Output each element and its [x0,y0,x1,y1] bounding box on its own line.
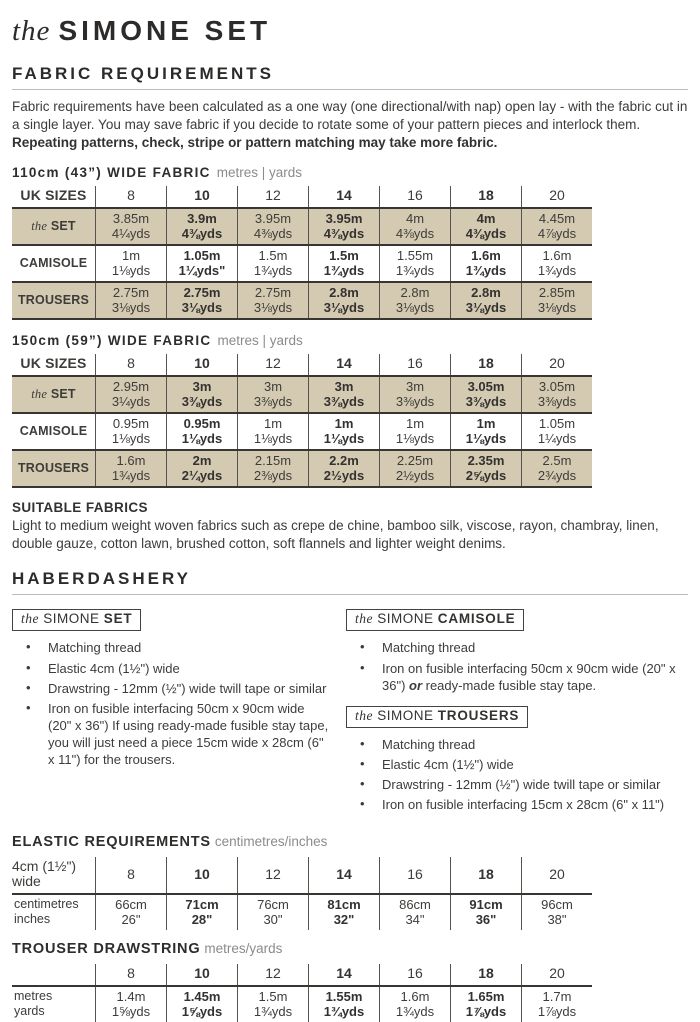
row-label [12,245,96,282]
size-header: 14 [309,857,380,894]
row-label-line: yards [14,1004,45,1019]
metres-value: 4m [405,211,425,227]
fabric-cell [309,413,380,450]
metres-value: 1m [476,416,496,432]
elastic-title: ELASTIC REQUIREMENTS [12,834,211,851]
value-line-2: 26" [121,912,141,928]
size-header: 16 [380,354,451,376]
pattern-name-box: the SIMONE TROUSERS [346,706,528,728]
yards-value: 3⅛yds [395,300,435,316]
metres-value: 3.9m [187,211,217,227]
yards-value: 1⅛yds [111,263,151,279]
size-header: 10 [167,857,238,894]
fabric-cell [380,413,451,450]
row-label-text: TROUSERS [17,292,90,307]
fabric-cell [167,376,238,413]
value-line-1: 71cm [185,897,219,913]
yards-value: 1⅛yds [323,431,365,447]
metres-value: 3m [334,379,354,395]
fabric-cell [238,208,309,245]
fabric-cell [96,413,167,450]
fabric-row [12,208,592,245]
size-header: 8 [96,857,167,894]
fabric-cell [380,208,451,245]
yards-value: 2¾yds [537,468,577,484]
row-label-line: centimetres [14,897,79,912]
fabric-cell [522,413,593,450]
yards-value: 2½yds [323,468,365,484]
metres-value: 1.6m [116,453,146,469]
metres-value: 3.05m [467,379,505,395]
pattern-name-box: the SIMONE CAMISOLE [346,609,524,631]
yards-value: 1¼yds" [178,263,226,279]
metres-value: 3.95m [254,211,292,227]
metres-value: 3m [263,379,283,395]
yards-value: 4¼yds [111,226,151,242]
yards-value: 2⅝yds [465,468,507,484]
suitable-fabrics-heading: SUITABLE FABRICS [12,500,148,516]
sizes-row [12,964,592,986]
fabric-cell [380,376,451,413]
fabric-cell [522,376,593,413]
sizes-label: UK SIZES [20,187,87,204]
fabric-cell [96,245,167,282]
yards-value: 1⅛yds [111,431,151,447]
yards-value: 3⅛yds [537,300,577,316]
haberdashery-item-segment: or [409,677,423,693]
yards-value: 3⅜yds [537,394,577,410]
fabric-cell [309,208,380,245]
fabric-cell [309,282,380,319]
metres-value: 1.6m [471,248,501,264]
fabric-cell [96,376,167,413]
size-header: 8 [96,964,167,986]
yards-value: 1¾yds [537,263,577,279]
haberdashery-item: • Matching thread [48,639,330,656]
yards-value: 1⅛yds [181,431,223,447]
haberdashery-list [346,639,688,693]
metres-value: 3.95m [325,211,363,227]
metres-value: 2.35m [467,453,505,469]
fabric-cell [380,245,451,282]
row-label-text: SET [50,386,76,401]
size-header: 14 [309,964,380,986]
haberdashery-item: • Elastic 4cm (1½") wide [382,756,688,773]
haberdashery-item: • Iron on fusible interfacing 15cm x 28cm (6" x 11") [382,796,688,813]
yards-value: 2⅜yds [253,468,293,484]
haberdashery-right-column [346,607,688,823]
fabric-cell [238,245,309,282]
metres-value: 3.85m [112,211,150,227]
size-header: 18 [451,354,522,376]
haberdashery-item: • Drawstring - 12mm (½") wide twill tape or similar [382,776,688,793]
metres-value: 3m [405,379,425,395]
fabric-cell [451,413,522,450]
fabric-intro [12,98,688,152]
size-header: 14 [309,354,380,376]
metres-value: 2.8m [329,285,359,301]
size-header: 16 [380,964,451,986]
fabric-table-title-text: 150cm (59”) WIDE FABRIC [12,333,212,349]
size-header: 12 [238,857,309,894]
value-line-2: 1¾yds [395,1004,435,1020]
yards-value: 4⅜yds [323,226,365,242]
sizes-row [12,354,592,376]
size-header: 16 [380,857,451,894]
fabric-table-title [12,165,688,180]
metres-value: 2.95m [112,379,150,395]
value-line-1: 1.4m [116,989,146,1005]
fabric-cell [309,245,380,282]
row-label-prefix: the [31,386,48,401]
fabric-cell [167,245,238,282]
yards-value: 3⅜yds [323,394,365,410]
divider [12,89,688,90]
row-label [12,986,96,1022]
haberdashery-item: • Drawstring - 12mm (½") wide twill tape or similar [48,680,330,697]
value-line-2: 1⅞yds [465,1004,507,1020]
suitable-fabrics-text: Light to medium weight woven fabrics such as crepe de chine, bamboo silk, viscose, rayon, chambray, linen, double gauze, cotton lawn, brushed cotton, soft flannels and lighter weight denims. [12,518,659,552]
value-line-2: 1¾yds [253,1004,293,1020]
fabric-table-units: metres | yards [217,333,303,349]
fabric-row [12,450,592,487]
fabric-cell [522,245,593,282]
size-header: 14 [309,186,380,208]
elastic-label-header: 4cm (1½") wide [12,858,77,890]
fabric-row [12,413,592,450]
sizes-row [12,857,592,894]
yards-value: 3⅛yds [253,300,293,316]
sizes-label: UK SIZES [20,355,87,372]
haberdashery-item-segment: ready-made fusible stay tape. [422,677,597,693]
fabric-cell [238,413,309,450]
page-title [12,14,688,48]
value-line-2: 1¾yds [323,1004,365,1020]
row-label-text: CAMISOLE [19,255,88,270]
row-label-text: CAMISOLE [19,423,88,438]
value-line-1: 66cm [115,897,147,913]
value-line-1: 1.65m [467,989,505,1005]
yards-value: 1⅛yds [465,431,507,447]
metres-value: 1m [263,416,283,432]
metres-value: 2.85m [538,285,576,301]
yards-value: 3⅜yds [465,394,507,410]
yards-value: 3⅜yds [395,394,435,410]
metres-value: 1m [405,416,425,432]
value-line-2: 34" [405,912,425,928]
metres-value: 2.5m [542,453,572,469]
fabric-requirements-heading: FABRIC REQUIREMENTS [12,64,274,83]
fabric-table-units: metres | yards [216,165,302,181]
value-line-1: 96cm [541,897,573,913]
metres-value: 1.55m [396,248,434,264]
haberdashery-list [12,639,330,768]
haberdashery-item: • Matching thread [382,736,688,753]
fabric-cell [96,450,167,487]
fabric-cell [522,208,593,245]
value-line-2: 1⅝yds [181,1004,223,1020]
yards-value: 1¼yds [537,431,577,447]
metres-value: 1.05m [538,416,576,432]
row-label-prefix: the [31,218,48,233]
yards-value: 3⅜yds [253,394,293,410]
value-line-1: 1.45m [183,989,221,1005]
fabric-table-title [12,333,688,348]
drawstring-title: TROUSER DRAWSTRING [12,941,201,958]
row-label [12,282,96,319]
yards-value: 4⅜yds [465,226,507,242]
yards-value: 2½yds [395,468,435,484]
page [12,14,688,1022]
drawstring-table [12,964,592,1022]
fabric-row [12,282,592,319]
fabric-cell [451,376,522,413]
fabric-cell [451,208,522,245]
row-label [12,376,96,413]
fabric-cell [522,450,593,487]
value-line-2: 28" [191,912,213,928]
fabric-cell [451,450,522,487]
size-header: 12 [238,354,309,376]
fabric-cell [309,376,380,413]
row-label-text: SET [50,218,76,233]
value-line-2: 30" [263,912,283,928]
fabric-cell [451,282,522,319]
value-line-2: 32" [333,912,355,928]
box-title-prefix: the [355,611,373,627]
fabric-intro-bold: Repeating patterns, check, stripe or pattern matching may take more fabric. [12,135,498,151]
metres-value: 1m [121,248,141,264]
fabric-row [12,245,592,282]
elastic-heading [12,834,688,850]
drawstring-cell [380,986,451,1022]
metres-value: 2.75m [254,285,292,301]
haberdashery-left-column [12,607,330,823]
drawstring-cell [451,986,522,1022]
size-header: 16 [380,186,451,208]
yards-value: 3¼yds [111,394,151,410]
haberdashery-list [346,736,688,814]
metres-value: 2.15m [254,453,292,469]
metres-value: 2.8m [400,285,430,301]
haberdashery-item [382,660,688,694]
fabric-cell [451,245,522,282]
size-header: 10 [167,186,238,208]
row-label [12,450,96,487]
fabric-cell [167,282,238,319]
box-title-prefix: the [21,611,39,627]
drawstring-cell [238,986,309,1022]
size-header: 20 [522,354,593,376]
box-title-bold: TROUSERS [437,707,520,723]
fabric-table [12,354,592,488]
size-header: 8 [96,354,167,376]
size-header: 12 [238,964,309,986]
fabric-cell [380,450,451,487]
metres-value: 0.95m [183,416,221,432]
drawstring-table-container [12,964,688,1022]
yards-value: 4⅜yds [395,226,435,242]
yards-value: 1¾yds [465,263,507,279]
drawstring-cell [522,986,593,1022]
haberdashery-item-segment: Iron on fusible interfacing 50cm x 90cm wide (20" x 36") [382,660,676,693]
yards-value: 4⅞yds [537,226,577,242]
value-line-2: 1⅝yds [111,1004,151,1020]
haberdashery-columns [12,607,688,823]
metres-value: 1m [334,416,354,432]
page-title-prefix: the [12,15,51,47]
size-header: 20 [522,964,593,986]
row-label-line: inches [14,912,51,927]
value-line-1: 86cm [399,897,431,913]
drawstring-cell [96,986,167,1022]
haberdashery-heading: HABERDASHERY [12,569,191,589]
haberdashery-item: • Iron on fusible interfacing 50cm x 90cm wide (20" x 36") If using ready-made fusible stay tape, you will just need a piece 15cm wide x 28cm (6" x 11") for the trousers. [48,700,330,769]
value-line-2: 36" [475,912,497,928]
yards-value: 1⅛yds [253,431,293,447]
box-title-prefix: the [355,707,373,723]
size-header: 18 [451,186,522,208]
yards-value: 1¾yds [323,263,365,279]
value-line-1: 1.6m [400,989,430,1005]
metres-value: 0.95m [112,416,150,432]
yards-value: 1¾yds [253,263,293,279]
metres-value: 4.45m [538,211,576,227]
row-label [12,208,96,245]
yards-value: 1¾yds [395,263,435,279]
fabric-table [12,186,592,320]
drawstring-cell [309,986,380,1022]
box-title-bold: SET [103,611,133,627]
fabric-cell [167,413,238,450]
drawstring-units: metres/yards [204,941,283,957]
fabric-intro-text: Fabric requirements have been calculated as a one way (one directional/with nap) open lay - with the fabric cut in a single layer. You may save fabric if you decide to rotate some of your pattern pieces and interlock them. [12,99,688,133]
fabric-cell [167,450,238,487]
size-header: 8 [96,186,167,208]
value-line-1: 81cm [327,897,361,913]
row-label-line: metres [14,989,53,1004]
yards-value: 3⅜yds [181,394,223,410]
yards-value: 3⅛yds [181,300,223,316]
yards-value: 4⅜yds [181,226,223,242]
yards-value: 4⅜yds [253,226,293,242]
haberdashery-item: • Matching thread [382,639,688,656]
size-header: 20 [522,857,593,894]
page-title-main: SIMONE SET [58,15,272,46]
fabric-cell [238,282,309,319]
metres-value: 2m [192,453,212,469]
drawstring-label-header [12,964,96,986]
divider [12,594,688,595]
row-label [12,413,96,450]
drawstring-row [12,986,592,1022]
yards-value: 3⅛yds [465,300,507,316]
elastic-table [12,857,592,930]
fabric-table-title-text: 110cm (43”) WIDE FABRIC [12,165,211,181]
size-header: 20 [522,186,593,208]
metres-value: 2.75m [183,285,221,301]
metres-value: 2.2m [329,453,359,469]
yards-value: 2¼yds [181,468,223,484]
row-label-text: TROUSERS [17,460,90,475]
value-line-2: 38" [547,912,567,928]
metres-value: 4m [476,211,496,227]
fabric-cell [380,282,451,319]
yards-value: 1⅛yds [395,431,435,447]
size-header: 12 [238,186,309,208]
elastic-units: centimetres/inches [214,834,328,850]
fabric-row [12,376,592,413]
metres-value: 2.8m [471,285,501,301]
drawstring-heading [12,941,688,957]
yards-value: 1¾yds [111,468,151,484]
metres-value: 1.5m [329,248,359,264]
size-header: 18 [451,964,522,986]
size-header: 18 [451,857,522,894]
fabric-cell [167,208,238,245]
metres-value: 3.05m [538,379,576,395]
drawstring-cell [167,986,238,1022]
value-line-2: 1⅞yds [537,1004,577,1020]
yards-value: 3⅛yds [323,300,365,316]
fabric-cell [522,282,593,319]
haberdashery-item: • Elastic 4cm (1½") wide [48,660,330,677]
metres-value: 1.6m [542,248,572,264]
metres-value: 1.5m [258,248,288,264]
fabric-cell [96,208,167,245]
value-line-1: 1.55m [325,989,363,1005]
sizes-row [12,186,592,208]
fabric-cell [238,376,309,413]
yards-value: 3⅛yds [111,300,151,316]
metres-value: 2.25m [396,453,434,469]
fabric-cell [238,450,309,487]
metres-value: 1.05m [183,248,221,264]
fabric-cell [309,450,380,487]
value-line-1: 91cm [469,897,503,913]
elastic-table-container [12,857,688,930]
value-line-1: 1.5m [258,989,288,1005]
fabric-tables [12,165,688,488]
size-header: 10 [167,354,238,376]
fabric-cell [96,282,167,319]
metres-value: 2.75m [112,285,150,301]
metres-value: 3m [192,379,212,395]
size-header: 10 [167,964,238,986]
value-line-1: 1.7m [542,989,572,1005]
box-title-bold: CAMISOLE [437,611,516,627]
pattern-name-box: the SIMONE SET [12,609,141,631]
value-line-1: 76cm [257,897,289,913]
